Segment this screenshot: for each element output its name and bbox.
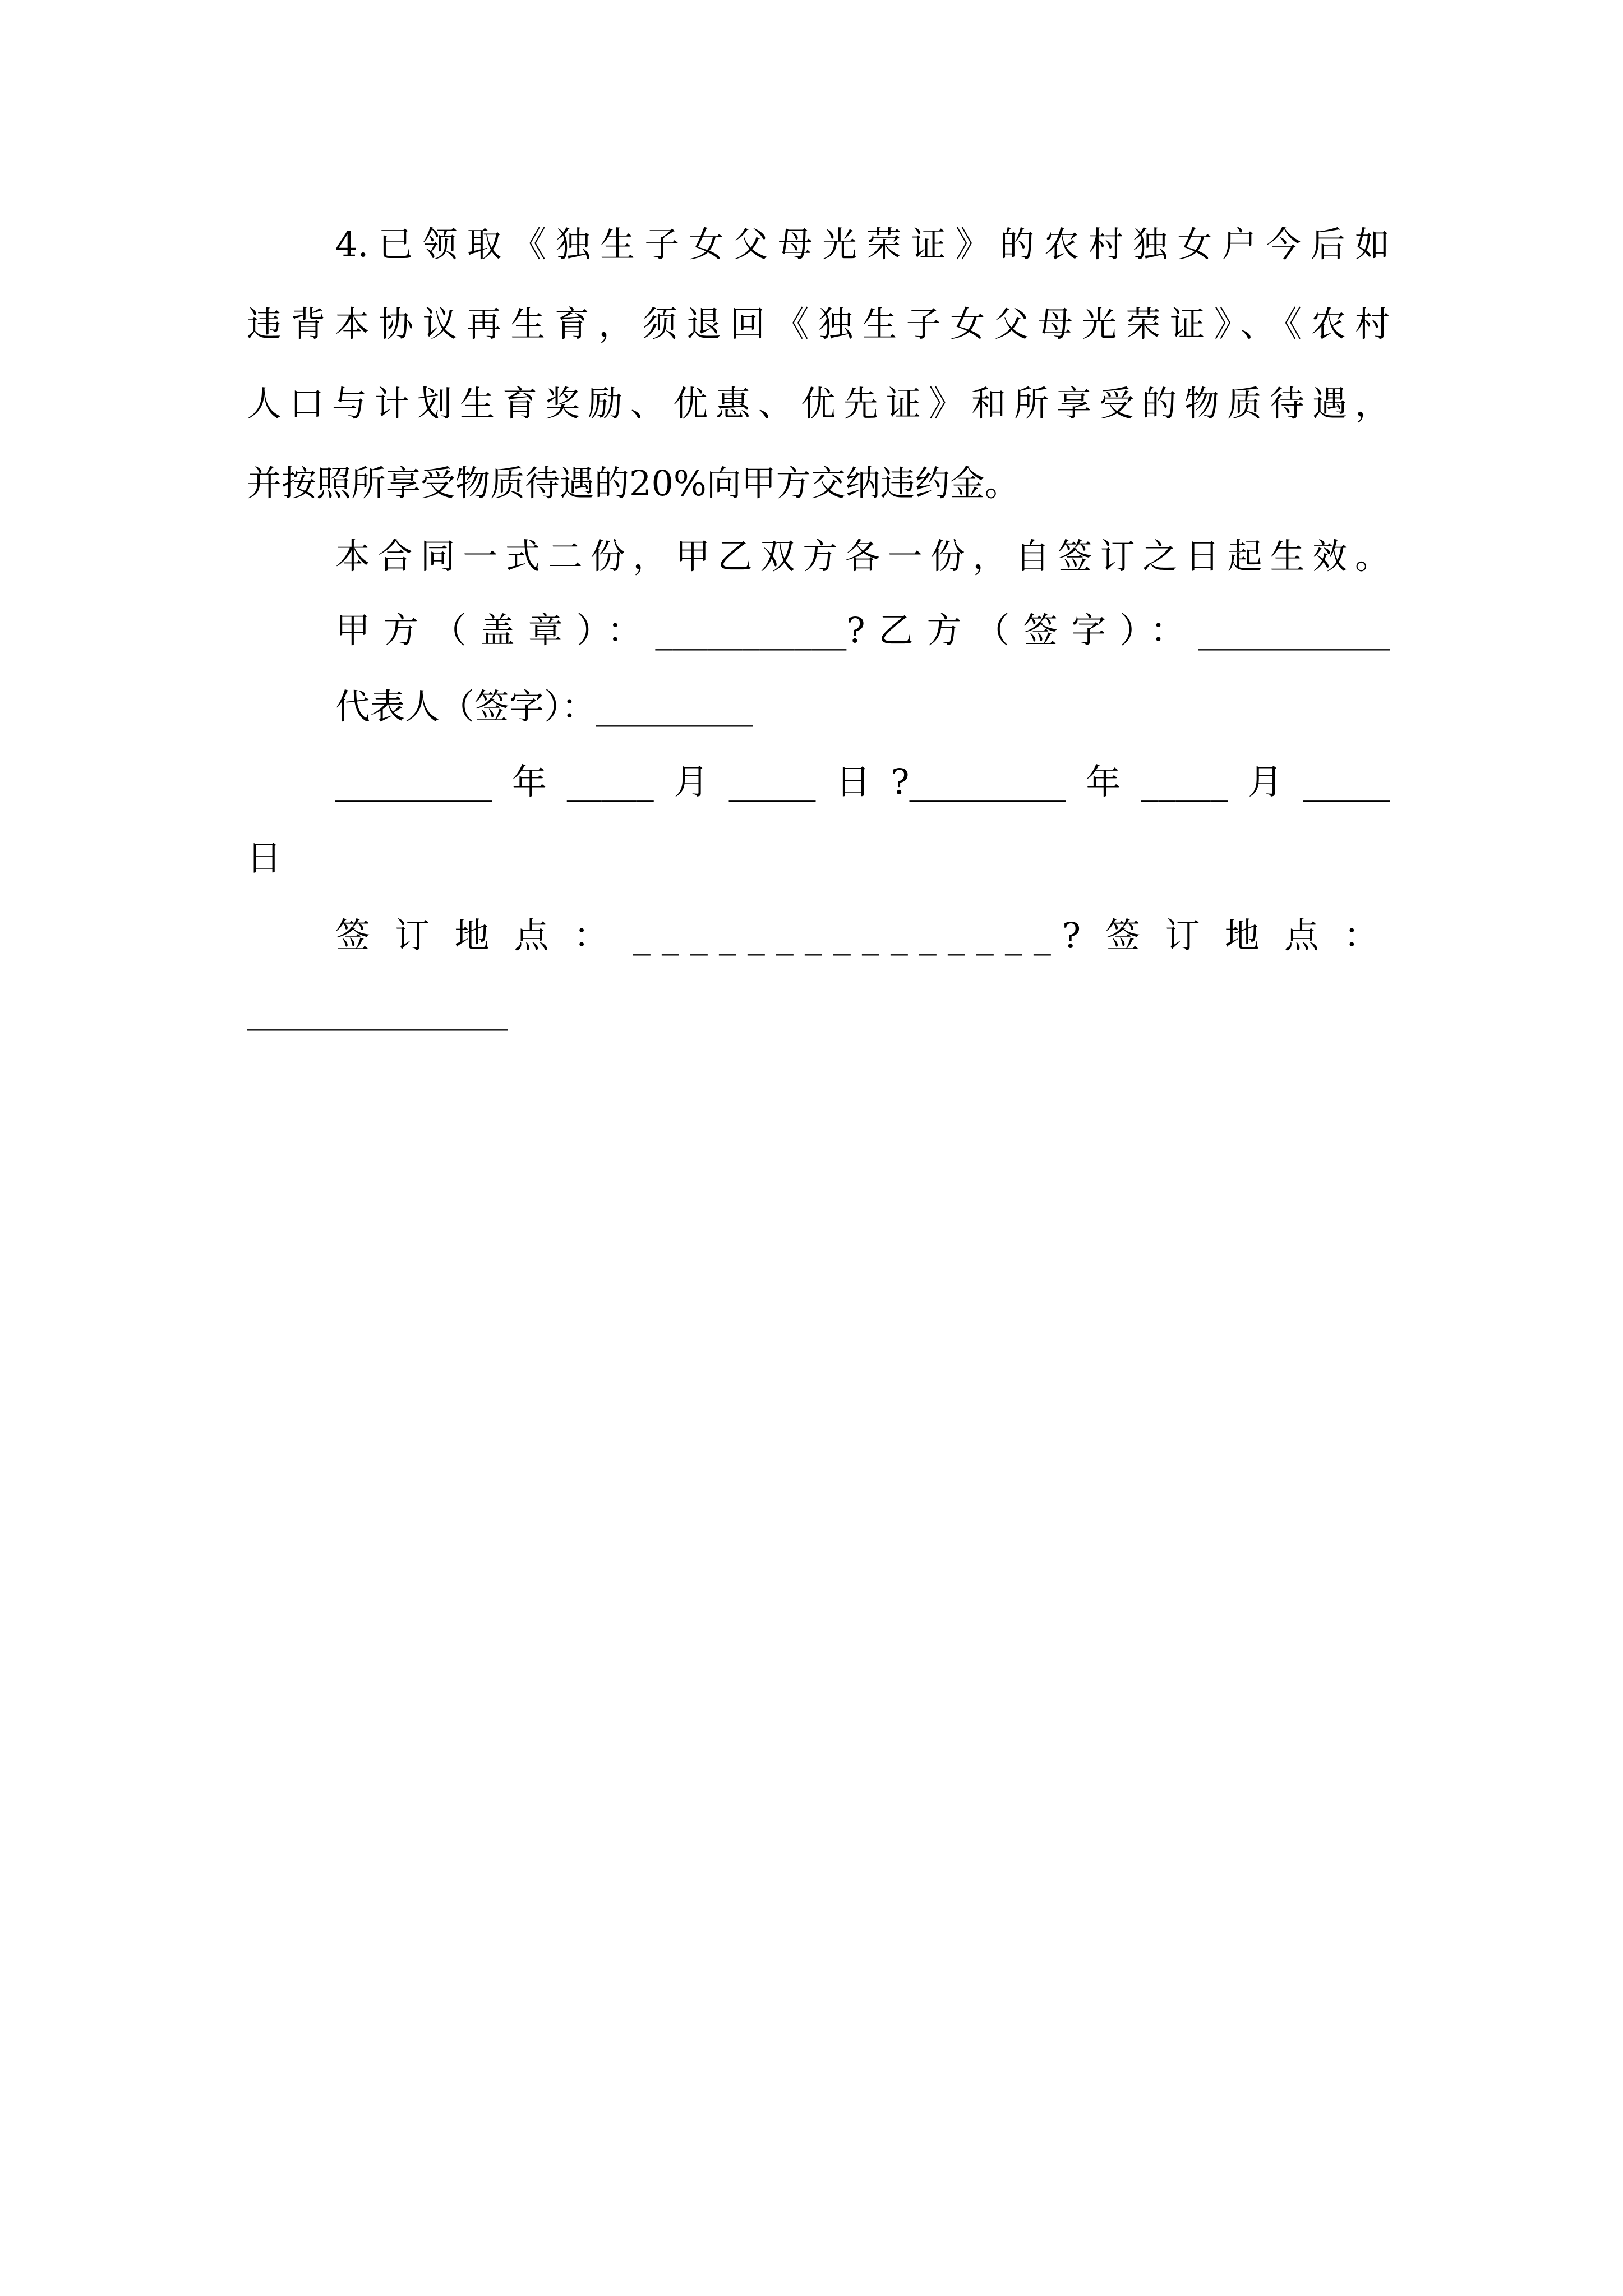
signing-date-line: _________年_____月_____日?_________年_____月_____ <box>335 761 1390 802</box>
party-signature-line: 甲方（盖章）：___________?乙方（签字）：___________ <box>335 610 1390 651</box>
paragraph-4-line-4: 并按照所享受物质待遇的20%向甲方交纳违约金。 <box>247 463 1020 504</box>
signing-place-wrap: _______________ <box>247 990 508 1031</box>
paragraph-4-line-3: 人口与计划生育奖励、优惠、优先证》和所享受的物质待遇， <box>247 383 1390 424</box>
copies-clause: 本合同一式二份，甲乙双方各一份，自签订之日起生效。 <box>335 536 1390 577</box>
paragraph-4-line-2: 违背本协议再生育，须退回《独生子女父母光荣证》、《农村 <box>247 303 1390 344</box>
signing-place-line: 签订地点：_______________?签订地点： <box>335 915 1390 956</box>
representative-signature-line: 代表人（签字）：_________ <box>335 686 753 727</box>
paragraph-4-line-1: 4.已领取《独生子女父母光荣证》的农村独女户今后如 <box>335 224 1390 265</box>
signing-date-wrap: 日 <box>247 838 282 878</box>
